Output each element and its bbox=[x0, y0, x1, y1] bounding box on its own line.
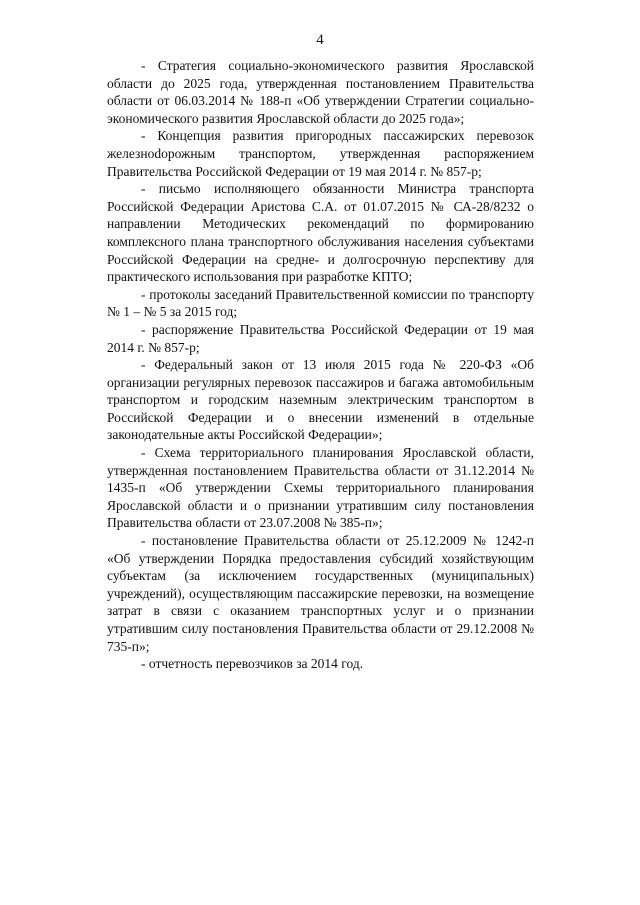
list-item-commission-protocols: - протоколы заседаний Правительственной комиссии по транспорту № 1 – № 5 за 2015 год; bbox=[107, 286, 534, 320]
list-item-ministry-letter: - письмо исполняющего обязанности Министра транспорта Российской Федерации Аристова С.А. от 01.07.2015 № СА-28/8232 о направлении Методических рекомендаций по формированию комплексного плана транспортного обслуживания населения субъектами Российской Федерации на средне- и долгосрочную перспективу для практического использования при разработке КПТО; bbox=[107, 181, 534, 285]
list-item-federal-law: - Федеральный закон от 13 июля 2015 года № 220-ФЗ «Об организации регулярных перевозок пассажиров и багажа автомобильным транспортом и городским наземным электрическим транспортом в Российской Федерации и о внесении изменений в отдельные законодательные акты Российской Федерации»; bbox=[107, 357, 534, 443]
list-item-regional-strategy: - Стратегия социально-экономического развития Ярославской области до 2025 года, утвержденная постановлением Правительства области от 06.03.2014 № 188-п «Об утверждении Стратегии социально-экономического развития Ярославской области до 2025 года»; bbox=[107, 58, 534, 126]
list-item-subsidy-resolution: - постановление Правительства области от 25.12.2009 № 1242-п «Об утверждении Порядка предоставления субсидий хозяйствующим субъектам (за исключением государственных (муниципальных) учреждений), осуществляющим пассажирские перевозки, на возмещение затрат в связи с оказанием транспортных услуг и о признании утратившим силу постановления Правительства области от 29.12.2008 № 735-п»; bbox=[107, 533, 534, 654]
page-number: 4 bbox=[316, 32, 324, 48]
list-item-carrier-reports: - отчетность перевозчиков за 2014 год. bbox=[141, 656, 364, 672]
list-item-territorial-planning-scheme: - Схема территориального планирования Ярославской области, утвержденная постановлением Правительства области от 31.12.2014 № 1435-п «Об утверждении Схемы территориального планирования Ярославской области и о признании утратившим силу постановления Правительства области от 23.07.2008 № 385-п»; bbox=[107, 445, 534, 531]
list-item-government-order: - распоряжение Правительства Российской Федерации от 19 мая 2014 г. № 857-р; bbox=[107, 321, 534, 355]
document-body bbox=[107, 57, 534, 673]
list-item-suburban-rail-concept: - Концепция развития пригородных пассажирских перевозок железноdорожным транспортом, утвержденная распоряжением Правительства Российской Федерации от 19 мая 2014 г. № 857-р; bbox=[107, 128, 534, 179]
